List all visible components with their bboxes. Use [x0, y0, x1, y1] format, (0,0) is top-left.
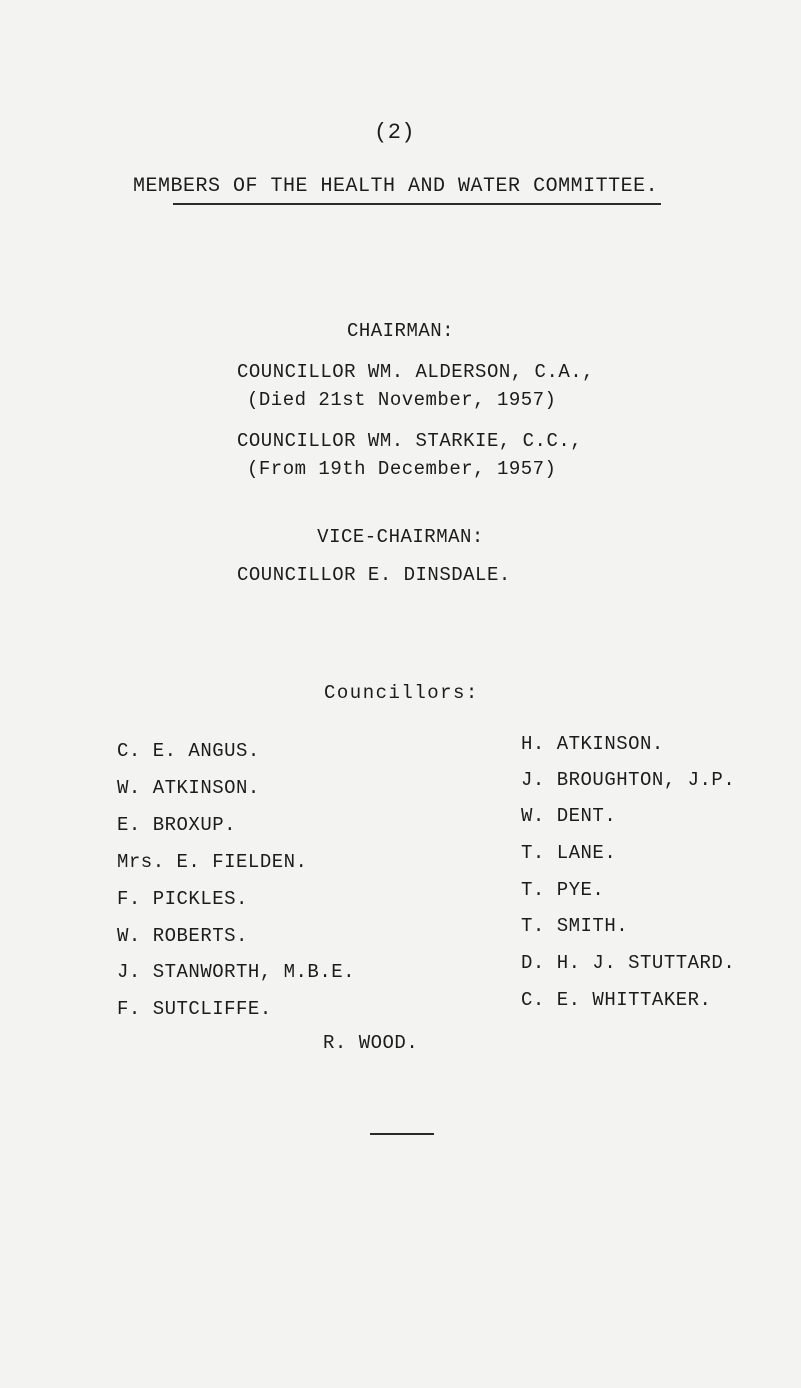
list-item: J. STANWORTH, M.B.E. [117, 961, 356, 983]
list-item: H. ATKINSON. [521, 733, 664, 755]
list-item: W. ROBERTS. [117, 925, 248, 947]
list-item: T. PYE. [521, 879, 605, 901]
list-item: F. SUTCLIFFE. [117, 998, 272, 1020]
vice-chairman-heading: VICE-CHAIRMAN: [317, 526, 484, 548]
chairman-entry-1-name: COUNCILLOR WM. ALDERSON, C.A., [237, 361, 595, 383]
chairman-entry-2-name: COUNCILLOR WM. STARKIE, C.C., [237, 430, 583, 452]
end-rule [370, 1133, 434, 1135]
list-item: W. DENT. [521, 805, 617, 827]
list-item: Mrs. E. FIELDEN. [117, 851, 308, 873]
list-item: T. SMITH. [521, 915, 629, 937]
chairman-entry-2-note: (From 19th December, 1957) [247, 458, 557, 480]
list-item: F. PICKLES. [117, 888, 248, 910]
list-item: E. BROXUP. [117, 814, 237, 836]
list-item: C. E. WHITTAKER. [521, 989, 712, 1011]
vice-chairman-name: COUNCILLOR E. DINSDALE. [237, 564, 511, 586]
chairman-heading: CHAIRMAN: [346, 320, 455, 342]
councillors-heading: Councillors: [324, 682, 479, 704]
document-title: MEMBERS OF THE HEALTH AND WATER COMMITTEE. [133, 175, 659, 198]
list-item: T. LANE. [521, 842, 617, 864]
list-item: C. E. ANGUS. [117, 740, 260, 762]
chairman-entry-1-note: (Died 21st November, 1957) [247, 389, 557, 411]
list-item: J. BROUGHTON, J.P. [521, 769, 736, 791]
list-item: W. ATKINSON. [117, 777, 260, 799]
list-item: D. H. J. STUTTARD. [521, 952, 736, 974]
title-underline [173, 203, 661, 205]
councillor-last: R. WOOD. [323, 1032, 419, 1054]
page-number: (2) [374, 120, 416, 145]
